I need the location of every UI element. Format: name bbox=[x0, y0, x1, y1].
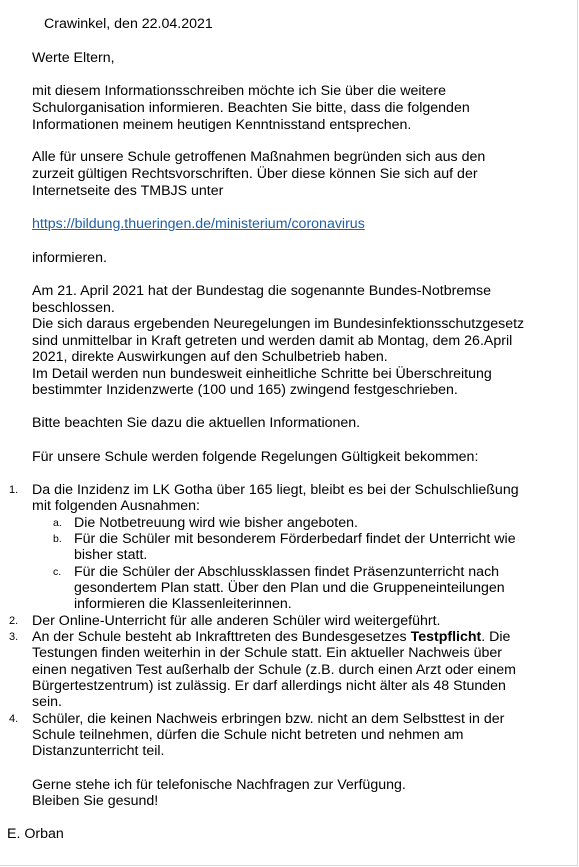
text-line: Die sich daraus ergebenden Neuregelungen im Bundesinfektionsschutzgesetz bbox=[32, 316, 525, 332]
text-line: mit diesem Informationsschreiben möchte ich Sie über die weitere bbox=[32, 83, 446, 99]
inform-text: informieren. bbox=[32, 250, 107, 266]
note-text: Bitte beachten Sie dazu die aktuellen Informationen. bbox=[32, 415, 361, 431]
text-line: sind unmittelbar in Kraft getreten und werden damit ab Montag, dem 26.April bbox=[32, 333, 513, 349]
list-item-line: Da die Inzidenz im LK Gotha über 165 liegt, bleibt es bei der Schulschließung bbox=[32, 482, 519, 498]
text-line: Am 21. April 2021 hat der Bundestag die sogenannte Bundes-Notbremse bbox=[32, 283, 492, 299]
text-line: Internetseite des TMBJS unter bbox=[32, 183, 224, 199]
text-line: Im Detail werden nun bundesweit einheitliche Schritte bei Überschreitung bbox=[32, 366, 492, 382]
testpflicht-emphasis: Testpflicht bbox=[410, 629, 482, 645]
sublist-line: gesondertem Plan statt. Über den Plan und die Gruppeneinteilungen bbox=[74, 580, 505, 596]
rules-intro: Für unsere Schule werden folgende Regelungen Gültigkeit bekommen: bbox=[32, 449, 479, 465]
list-item-line bbox=[32, 629, 510, 646]
signature: E. Orban bbox=[7, 826, 64, 842]
text-line: 2021, direkte Auswirkungen auf den Schulbetrieb haben. bbox=[32, 349, 388, 365]
salutation: Werte Eltern, bbox=[32, 50, 115, 66]
list-item-line: Distanzunterricht teil. bbox=[32, 743, 165, 759]
text-segment: . Die bbox=[481, 629, 511, 645]
sublist-line: Die Notbetreuung wird wie bisher angeboten. bbox=[74, 515, 358, 531]
sublist-line: Für die Schüler mit besonderem Förderbedarf findet der Unterricht wie bbox=[74, 531, 516, 547]
text-line: Schulorganisation informieren. Beachten Sie bitte, dass die folgenden bbox=[32, 100, 470, 116]
coronavirus-info-link[interactable]: https://bildung.thueringen.de/ministerium/coronavirus bbox=[32, 216, 365, 232]
list-number: 3. bbox=[9, 631, 19, 643]
text-line: Bleiben Sie gesund! bbox=[32, 793, 159, 809]
list-number: 4. bbox=[9, 713, 19, 725]
text-segment: An der Schule besteht ab Inkrafttreten des Bundesgesetzes bbox=[32, 629, 411, 645]
text-line: bestimmter Inzidenzwerte (100 und 165) zwingend festgeschrieben. bbox=[32, 382, 458, 398]
list-number: 2. bbox=[9, 615, 19, 627]
text-line: Informationen meinem heutigen Kenntnisstand entsprechen. bbox=[32, 117, 412, 133]
text-line: Gerne stehe ich für telefonische Nachfragen zur Verfügung. bbox=[32, 777, 406, 793]
place-date: Crawinkel, den 22.04.2021 bbox=[44, 16, 213, 32]
list-item-line: sein. bbox=[32, 694, 62, 710]
text-line: Alle für unsere Schule getroffenen Maßnahmen begründen sich aus den bbox=[32, 149, 486, 165]
sublist-letter: a. bbox=[53, 517, 62, 529]
text-line: beschlossen. bbox=[32, 300, 115, 316]
sublist-line: bisher statt. bbox=[74, 547, 148, 563]
sublist-line: informieren die Klassenleiterinnen. bbox=[74, 596, 292, 612]
text-line: zurzeit gültigen Rechtsvorschriften. Über diese können Sie sich auf der bbox=[32, 166, 478, 182]
list-item-line: mit folgenden Ausnahmen: bbox=[32, 498, 200, 514]
sublist-line: Für die Schüler der Abschlussklassen findet Präsenzunterricht nach bbox=[74, 564, 500, 580]
sublist-letter: b. bbox=[53, 533, 62, 545]
list-item-line: Testungen finden weiterhin in der Schule statt. Ein aktueller Nachweis über bbox=[32, 645, 503, 661]
list-item-line: Der Online-Unterricht für alle anderen Schüler wird weitergeführt. bbox=[32, 613, 441, 629]
list-item-line: einen negativen Test außerhalb der Schule (z.B. durch einen Arzt oder einem bbox=[32, 662, 516, 678]
list-number: 1. bbox=[9, 484, 19, 496]
list-item-line: Schüler, die keinen Nachweis erbringen bzw. nicht an dem Selbsttest in der bbox=[32, 711, 505, 727]
sublist-letter: c. bbox=[53, 566, 62, 578]
list-item-line: Bürgertestzentrum) ist zulässig. Er darf allerdings nicht älter als 48 Stunden bbox=[32, 678, 506, 694]
list-item-line: Schule teilnehmen, dürfen die Schule nicht betreten und nehmen am bbox=[32, 727, 464, 743]
